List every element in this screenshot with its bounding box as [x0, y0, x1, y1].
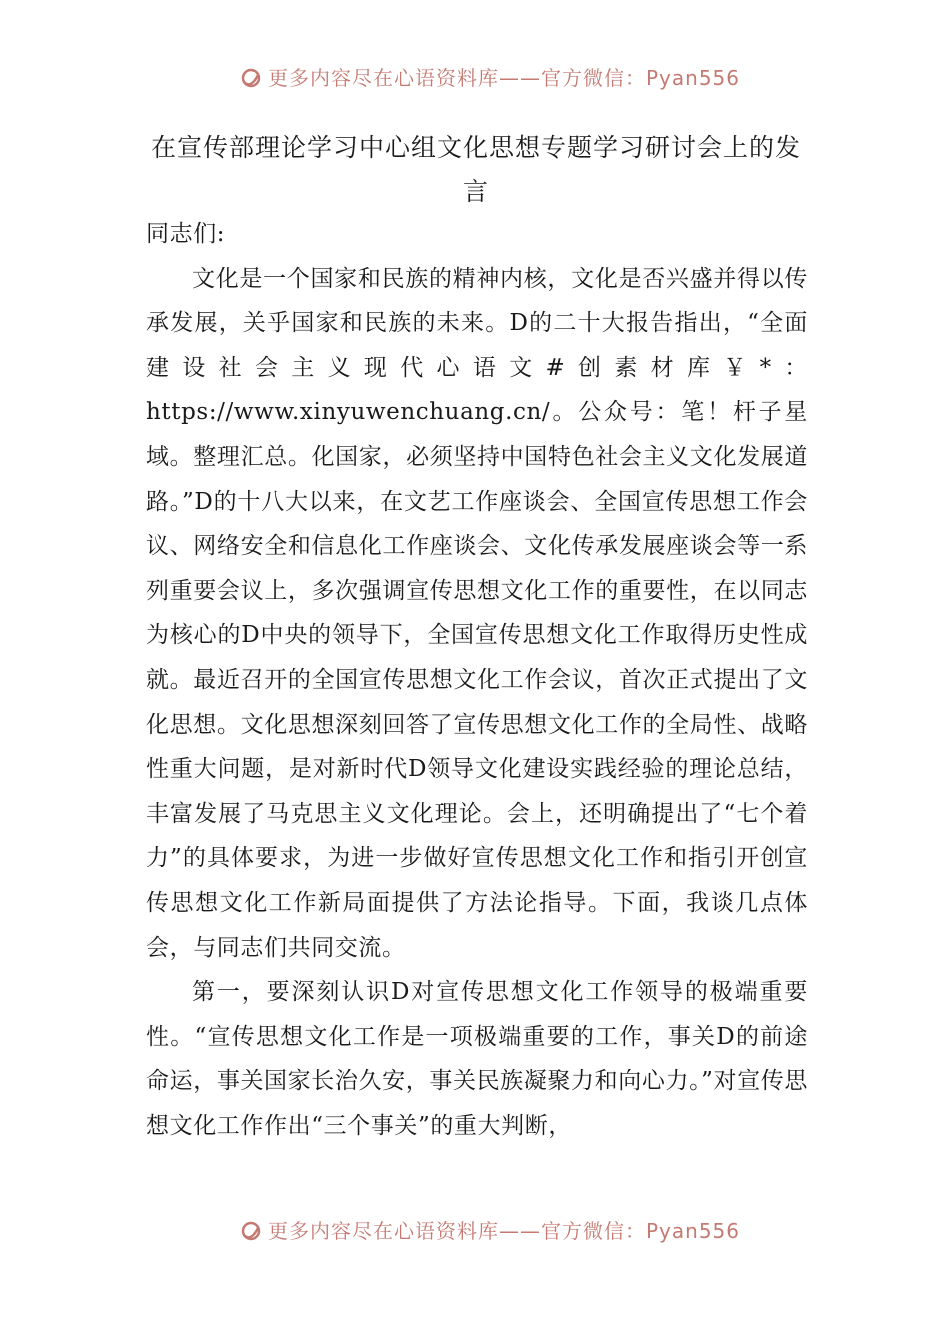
watermark-header-content	[240, 62, 740, 91]
body-paragraph-1: 文化是一个国家和民族的精神内核，文化是否兴盛并得以传承发展，关乎国家和民族的未来。D的二十大报告指出，“全面建设社会主义现代心语文#创素材库￥*：https://www.xinyuwenchuang.cn/。公众号：笔！杆子星域。整理汇总。化国家，必须坚持中国特色社会主义文化发展道路。”D的十八大以来，在文艺工作座谈会、全国宣传思想工作会议、网络安全和信息化工作座谈会、文化传承发展座谈会等一系列重要会议上，多次强调宣传思想文化工作的重要性，在以同志为核心的D中央的领导下，全国宣传思想文化工作取得历史性成就。最近召开的全国宣传思想文化工作会议，首次正式提出了文化思想。文化思想深刻回答了宣传思想文化工作的全局性、战略性重大问题，是对新时代D领导文化建设实践经验的理论总结，丰富发展了马克思主义文化理论。会上，还明确提出了“七个着力”的具体要求，为进一步做好宣传思想文化工作和指引开创宣传思想文化工作新局面提供了方法论指导。下面，我谈几点体会，与同志们共同交流。	[146, 265, 808, 961]
logo-icon	[240, 1220, 262, 1242]
body-paragraph-2: 第一，要深刻认识D对宣传思想文化工作领导的极端重要性。“宣传思想文化工作是一项极端重要的工作，事关D的前途命运，事关国家长治久安，事关民族凝聚力和向心力。”对宣传思想文化工作作出“三个事关”的重大判断，	[146, 979, 808, 1139]
watermark-text: 更多内容尽在心语资料库——官方微信：Pyan556	[268, 66, 741, 90]
document-body	[146, 212, 808, 1148]
watermark-header	[0, 52, 950, 92]
watermark-footer	[0, 1205, 950, 1245]
salutation: 同志们:	[146, 221, 226, 247]
document-title: 在宣传部理论学习中心组文化思想专题学习研讨会上的发言	[150, 133, 801, 206]
watermark-text: 更多内容尽在心语资料库——官方微信：Pyan556	[268, 1219, 741, 1243]
watermark-footer-content	[240, 1215, 740, 1244]
logo-icon	[240, 67, 262, 89]
